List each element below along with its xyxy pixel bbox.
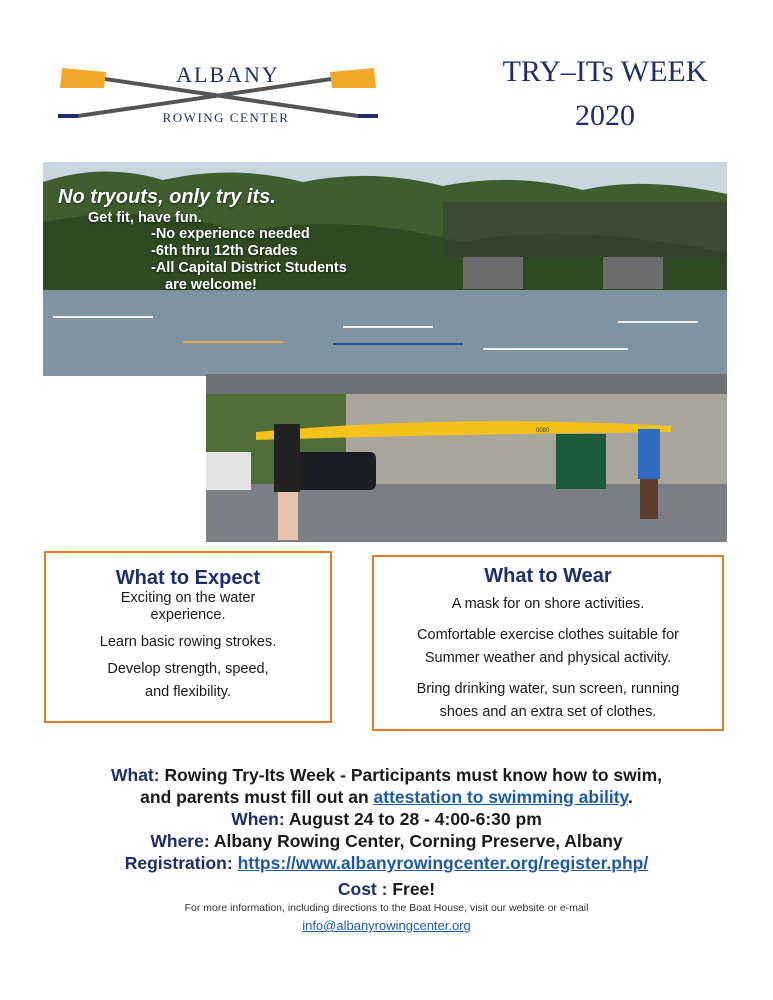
what-to-wear-box: [372, 555, 724, 731]
wear-item: Summer weather and physical activity.: [424, 650, 672, 666]
photo-overlay-text: [58, 186, 347, 294]
event-details: [0, 764, 773, 900]
what-line: [0, 764, 773, 786]
wear-item: Bring drinking water, sun screen, running: [416, 681, 680, 697]
what-label: What:: [110, 765, 160, 785]
expect-item: Develop strength, speed,: [107, 661, 269, 677]
registration-label: Registration:: [124, 853, 233, 873]
when-text: August 24 to 28 - 4:00-6:30 pm: [288, 809, 542, 829]
what-text: Rowing Try-Its Week - Participants must know how to swim,: [164, 765, 662, 785]
overlay-line: -6th thru 12th Grades: [151, 243, 298, 259]
expect-item: and flexibility.: [145, 684, 231, 700]
overlay-line: -No experience needed: [151, 226, 310, 242]
page-title: [470, 50, 740, 138]
boathouse-scene-image: [206, 374, 727, 542]
expect-item: Exciting on the water: [120, 590, 256, 606]
overlay-line: -All Capital District Students: [151, 260, 347, 276]
when-label: When:: [231, 809, 285, 829]
expect-item: experience.: [150, 607, 226, 623]
attestation-link[interactable]: attestation to swimming ability: [373, 787, 628, 807]
boat-label: 0080: [536, 428, 550, 434]
expect-heading: What to Expect: [115, 567, 261, 589]
where-label: Where:: [150, 831, 210, 851]
logo: [58, 48, 378, 138]
logo-name: ALBANY: [176, 62, 280, 87]
what-to-expect-box: [44, 551, 332, 723]
where-text: Albany Rowing Center, Corning Preserve, Albany: [213, 831, 623, 851]
cost-text: Free!: [392, 879, 436, 899]
expect-item: Learn basic rowing strokes.: [99, 634, 277, 650]
registration-link[interactable]: https://www.albanyrowingcenter.org/register.php/: [237, 853, 649, 873]
overlay-subline: Get fit, have fun.: [88, 210, 202, 226]
email-link[interactable]: info@albanyrowingcenter.org: [302, 918, 471, 933]
registration-line: [0, 852, 773, 874]
logo-subtitle: ROWING CENTER: [162, 110, 290, 125]
cost-label: Cost :: [337, 879, 388, 899]
what-text-2: and parents must fill out an: [140, 787, 369, 807]
cost-line: [0, 878, 773, 900]
when-line: [0, 808, 773, 830]
wear-item: A mask for on shore activities.: [451, 596, 645, 612]
boathouse-photo: [206, 374, 727, 542]
footer-text: For more information, including directions to the Boat House, visit our website or e-mail: [184, 902, 589, 914]
wear-heading: What to Wear: [484, 565, 612, 587]
title-line-1: TRY–ITs WEEK: [502, 55, 708, 88]
overlay-line: are welcome!: [165, 277, 257, 293]
wear-item: shoes and an extra set of clothes.: [439, 704, 657, 720]
what-end: .: [627, 787, 633, 807]
title-line-2: 2020: [575, 99, 635, 132]
what-line-2: [0, 786, 773, 808]
wear-item: Comfortable exercise clothes suitable for: [417, 627, 679, 643]
where-line: [0, 830, 773, 852]
overlay-headline: No tryouts, only try its.: [58, 186, 276, 208]
